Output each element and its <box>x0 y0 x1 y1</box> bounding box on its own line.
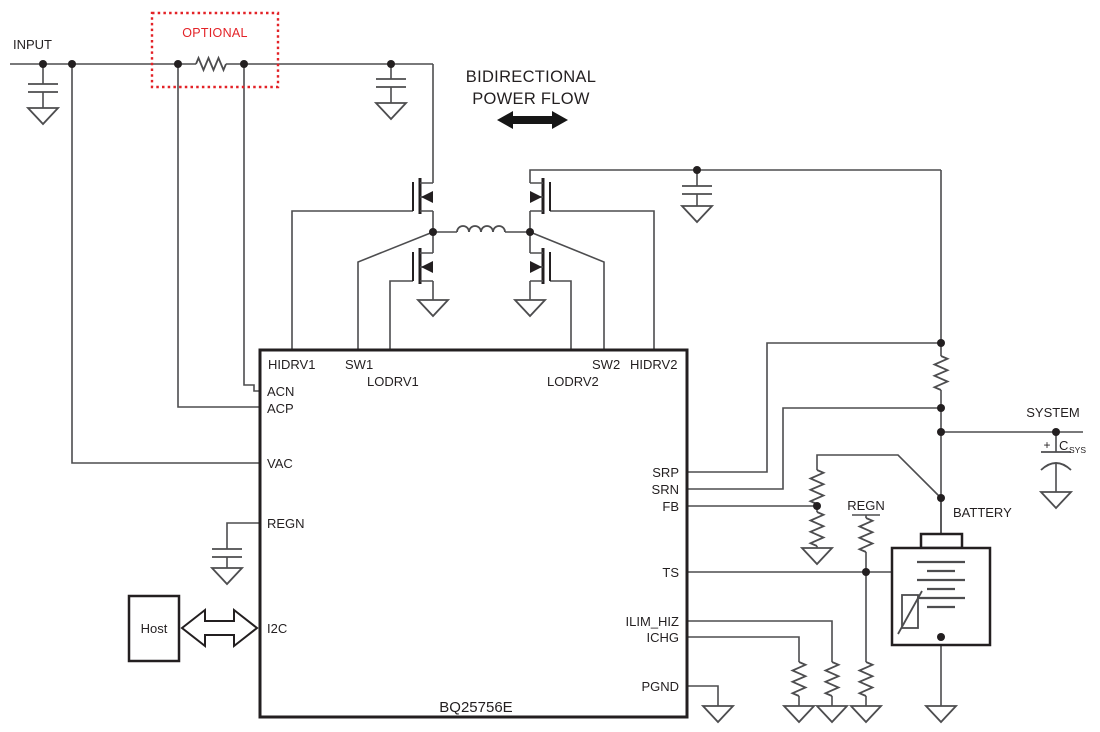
ts-pulldown-resistor <box>860 662 873 696</box>
pin-pgnd: PGND <box>641 679 679 694</box>
input-label: INPUT <box>13 37 52 52</box>
ground-q4 <box>515 300 545 316</box>
pin-ichg: ICHG <box>646 630 679 645</box>
mosfet-q4-bottom-right <box>530 248 550 284</box>
host-label: Host <box>140 621 168 636</box>
pin-i2c: I2C <box>267 621 288 636</box>
pin-hidrv1: HIDRV1 <box>268 357 316 372</box>
ground-q2 <box>418 300 448 316</box>
ground-mid-cap <box>376 103 406 119</box>
pin-sw2: SW2 <box>592 357 621 372</box>
pin-ilim-hiz: ILIM_HIZ <box>625 614 679 629</box>
mosfet-q1-top-left <box>413 178 433 214</box>
lodrv1-wire <box>390 281 413 350</box>
ichg-resistor <box>793 662 806 696</box>
ground-fb-divider <box>802 548 832 564</box>
input-capacitor <box>28 84 58 92</box>
power-inductor <box>457 226 505 232</box>
lodrv2-wire <box>550 281 571 350</box>
regn-cap-leads <box>227 523 260 568</box>
bidirectional-label-line1: BIDIRECTIONAL <box>465 68 597 86</box>
battery-label: BATTERY <box>953 505 1012 520</box>
optional-dashed-box <box>152 13 278 87</box>
pin-sw1: SW1 <box>345 357 374 372</box>
ground-battery <box>926 706 956 722</box>
vac-wire <box>72 64 260 463</box>
battery-pack <box>892 534 990 645</box>
pin-hidrv2: HIDRV2 <box>630 357 678 372</box>
pin-acp: ACP <box>267 401 294 416</box>
pgnd-wire <box>687 686 718 706</box>
optional-region <box>152 13 278 87</box>
fb-bottom-resistor <box>811 512 824 546</box>
mid-input-capacitor <box>376 79 406 87</box>
mosfet-q3-top-right <box>530 178 550 214</box>
bus-capacitor <box>682 186 712 194</box>
i2c-bidirectional-arrow-icon <box>182 610 257 646</box>
regn-capacitor <box>212 549 242 557</box>
mosfet-q2-bottom-left <box>413 248 433 284</box>
ilim-hiz-resistor <box>826 662 839 696</box>
ic-part-number: BQ25756E <box>439 699 513 716</box>
optional-label: OPTIONAL <box>182 26 248 40</box>
ilim-hiz-wire <box>687 621 832 706</box>
ground-csys <box>1041 492 1071 508</box>
regn-net-label: REGN <box>847 498 885 513</box>
ic-outline <box>260 350 687 717</box>
pin-vac: VAC <box>267 456 293 471</box>
acn-wire <box>244 64 260 391</box>
sw2-wire <box>530 232 604 350</box>
pin-fb: FB <box>662 499 679 514</box>
ground-regn-cap <box>212 568 242 584</box>
bidirectional-label-line2: POWER FLOW <box>472 90 590 108</box>
pin-regn: REGN <box>267 516 305 531</box>
current-sense-resistor <box>935 356 948 390</box>
q3-drain-rail <box>530 170 941 183</box>
csys-main-label: C <box>1059 438 1069 453</box>
double-arrow-icon <box>497 111 568 129</box>
ground-ichg <box>784 706 814 722</box>
ground-ts-divider <box>851 706 881 722</box>
ground-bus-cap <box>682 206 712 222</box>
fb-top-resistor <box>811 470 824 504</box>
csys-plus-sign: + <box>1043 438 1051 452</box>
acp-wire <box>178 64 260 407</box>
ic-bq25756e <box>260 350 687 717</box>
ground-input-cap <box>28 108 58 124</box>
pin-ts: TS <box>662 565 679 580</box>
pin-acn: ACN <box>267 384 295 399</box>
pin-srn: SRN <box>651 482 679 497</box>
ground-pgnd <box>703 706 733 722</box>
sw1-wire <box>358 232 433 350</box>
bidirectional-annotation <box>466 68 596 129</box>
regn-bias-wires <box>852 515 880 706</box>
ts-pullup-resistor <box>860 518 873 552</box>
pin-lodrv2: LODRV2 <box>547 374 599 389</box>
battery-terminal-bump <box>921 534 962 548</box>
optional-bypass-resistor <box>196 58 226 70</box>
ground-ilim <box>817 706 847 722</box>
host-block <box>129 596 257 661</box>
pin-lodrv1: LODRV1 <box>367 374 419 389</box>
ichg-wire <box>687 637 799 706</box>
csys-sub-label: SYS <box>1069 445 1087 455</box>
system-label: SYSTEM <box>1026 405 1080 420</box>
pin-srp: SRP <box>652 465 679 480</box>
